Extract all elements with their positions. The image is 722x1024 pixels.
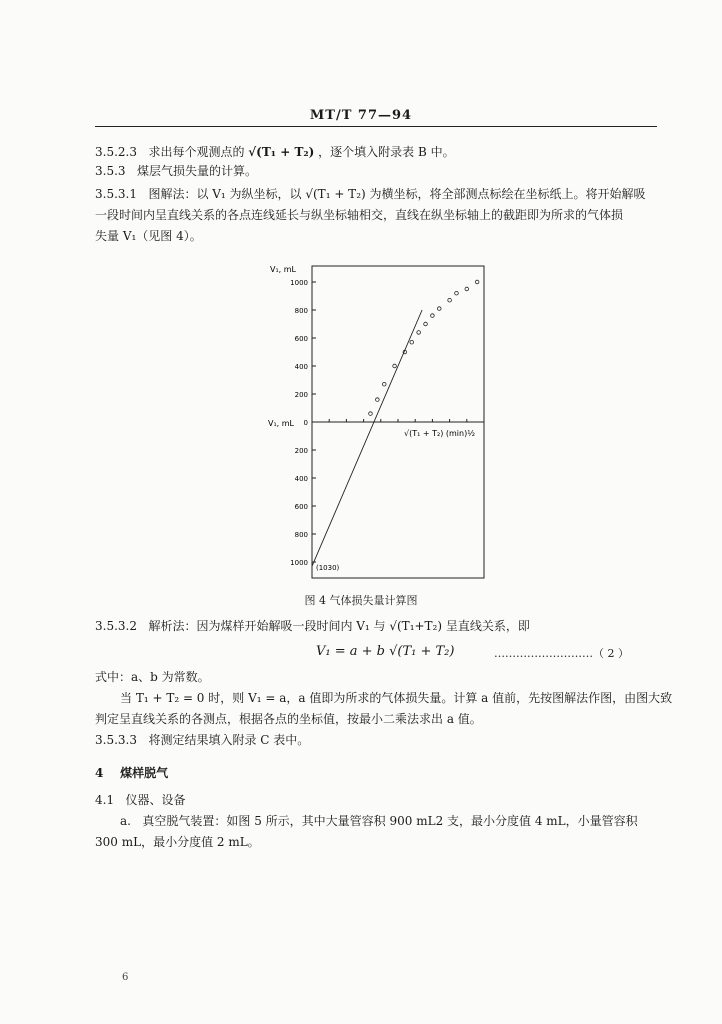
intercept-label: (1030) (316, 564, 340, 572)
y-tick-label: 800 (294, 531, 308, 539)
data-point (437, 307, 441, 311)
page-number: 6 (122, 972, 129, 983)
section-text: 仪器、设备 (125, 793, 186, 807)
figure-caption: 图 4 气体损失量计算图 (304, 594, 418, 607)
section-number: 4.1 (95, 793, 115, 807)
data-point (376, 398, 380, 402)
x-axis-label: √(T₁ + T₂) (min)½ (404, 429, 475, 438)
data-point (382, 382, 386, 386)
data-point (465, 287, 469, 291)
sqrt-formula: √(T₁ + T₂) (248, 145, 315, 159)
gas-loss-chart (262, 258, 502, 588)
section-number: 3.5.3.2 (95, 619, 137, 633)
data-point (410, 340, 414, 344)
y-tick-label: 1000 (290, 559, 308, 567)
data-point (369, 412, 373, 416)
y-tick-label: 400 (294, 475, 308, 483)
y-tick-label: 200 (294, 391, 308, 399)
y-axis-label-lower: V₁, mL (268, 419, 295, 428)
y-tick-label: 400 (294, 363, 308, 371)
data-point (475, 280, 479, 284)
data-point (393, 364, 397, 368)
section-number: 3.5.3.3 (95, 733, 137, 747)
equation-2: V₁ = a + b √(T₁ + T₂) (316, 644, 455, 659)
item-a-line2: 300 mL，最小分度值 2 mL。 (95, 835, 260, 849)
item-label: a. (120, 814, 131, 828)
paragraph-line1: 当 T₁ + T₂ = 0 时，则 V₁ = a，a 值即为所求的气体损失量。计算 a 值前，先按图解法作图，由图大致 (120, 691, 673, 705)
section-4-1 (95, 790, 186, 810)
section-text: 煤层气损失量的计算。 (137, 164, 258, 178)
section-number: 3.5.3 (95, 164, 126, 178)
section-4-heading (95, 763, 168, 783)
section-text: 解析法：因为煤样开始解吸一段时间内 V₁ 与 √(T₁+T₂) 呈直线关系，即 (148, 619, 530, 633)
section-3-5-3-1-line3: 失量 V₁（见图 4）。 (95, 229, 202, 243)
y-tick-label: 0 (303, 419, 308, 427)
section-number: 4 (95, 766, 104, 780)
y-tick-label: 800 (294, 307, 308, 315)
section-3-5-2-3 (95, 142, 455, 162)
section-3-5-3-1-line2: 一段时间内呈直线关系的各点连线延长与纵坐标轴相交，直线在纵坐标轴上的截距即为所求的气体损 (95, 208, 624, 222)
y-axis-label-upper: V₁, mL (270, 265, 297, 274)
section-text-end: ，逐个填入附录表 B 中。 (318, 145, 455, 159)
section-text: 将测定结果填入附录 C 表中。 (148, 733, 310, 747)
y-tick-label: 200 (294, 447, 308, 455)
section-text: 求出每个观测点的 (148, 145, 245, 159)
section-number: 3.5.2.3 (95, 145, 137, 159)
header-rule (95, 126, 657, 127)
data-point (417, 331, 421, 335)
section-3-5-3-2 (95, 616, 530, 636)
section-3-5-3 (95, 161, 257, 181)
data-point (431, 314, 435, 318)
section-number: 3.5.3.1 (95, 187, 137, 201)
item-a-line1 (120, 811, 638, 831)
y-tick-label: 600 (294, 503, 308, 511)
where-clause: 式中：a、b 为常数。 (95, 670, 210, 684)
section-3-5-3-1-line1 (95, 184, 646, 204)
paragraph-line2: 判定呈直线关系的各测点，根据各点的坐标值，按最小二乘法求出 a 值。 (95, 712, 482, 726)
y-tick-label: 600 (294, 335, 308, 343)
equation-number: ………………………（ 2 ） (494, 647, 629, 660)
page-header: MT/T 77—94 (309, 108, 413, 123)
data-point (448, 298, 452, 302)
section-text: 图解法：以 V₁ 为纵坐标，以 √(T₁ + T₂) 为横坐标，将全部测点标绘在坐标纸上。将开始解吸 (148, 187, 646, 201)
fit-line (312, 310, 422, 566)
item-text: 真空脱气装置：如图 5 所示，其中大量管容积 900 mL2 支，最小分度值 4 mL，小量管容积 (142, 814, 638, 828)
y-tick-label: 1000 (290, 279, 308, 287)
section-title: 煤样脱气 (120, 766, 169, 780)
section-3-5-3-3 (95, 730, 309, 750)
data-point (424, 322, 428, 326)
data-point (455, 291, 459, 295)
